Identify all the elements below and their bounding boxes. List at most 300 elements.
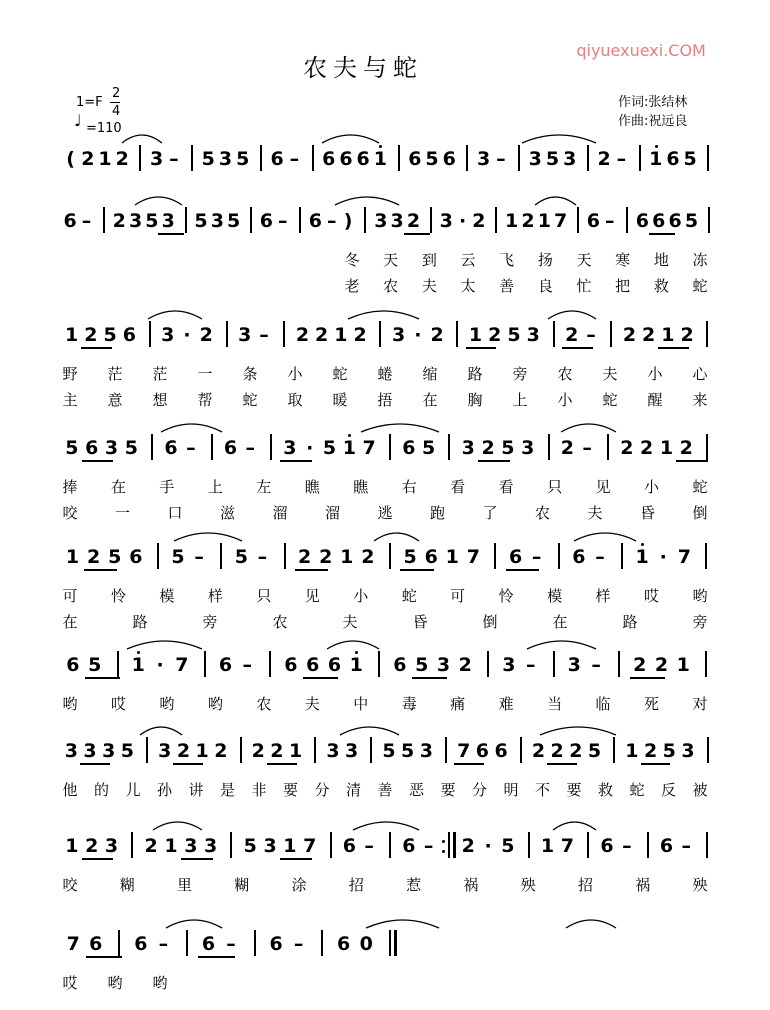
lyric-char: 模: [547, 587, 563, 605]
lyric-char: 昏: [412, 613, 428, 631]
lyric-char: 寒: [615, 251, 631, 269]
note: 3: [263, 835, 277, 857]
note: 6: [327, 654, 342, 676]
note: –: [616, 148, 627, 170]
note: 2: [112, 210, 126, 232]
note: 3: [374, 210, 388, 232]
slur: [566, 920, 616, 928]
note: –: [242, 654, 253, 676]
lyric-char: 哟: [107, 974, 123, 992]
lyric-char: 非: [251, 781, 267, 799]
note: 5: [415, 654, 429, 676]
note: 6: [201, 933, 216, 955]
note: 5: [171, 546, 185, 568]
slur: [522, 135, 596, 143]
note: ·: [156, 654, 164, 676]
lyric-char: 小: [353, 587, 369, 605]
note: 2: [565, 324, 579, 346]
lyric-char: 云: [460, 251, 476, 269]
lyric-char: 瞧: [304, 478, 320, 496]
lyric-char: 清: [345, 781, 361, 799]
lyric-char: 旁: [692, 613, 708, 631]
note: 6: [668, 210, 682, 232]
note: 5: [124, 437, 138, 459]
note: –: [257, 546, 268, 568]
note: 6: [218, 654, 233, 676]
note: 0: [359, 933, 373, 955]
note: 5: [401, 740, 415, 762]
note: 6: [63, 210, 77, 232]
note: 6: [442, 148, 456, 170]
lyric-char: 毒: [401, 695, 417, 713]
note: –: [327, 210, 337, 232]
note: 6: [122, 324, 136, 346]
note: 2: [633, 654, 647, 676]
note: 6: [322, 148, 336, 170]
note: 6: [284, 654, 298, 676]
note: 3: [104, 437, 119, 459]
note: 3: [461, 437, 475, 459]
lyric-char: 昏: [639, 504, 655, 522]
note: 2: [144, 835, 158, 857]
lyric-char: 对: [692, 695, 708, 713]
slur: [148, 311, 202, 319]
lyric-char: 帮: [197, 391, 213, 409]
slur: [174, 533, 242, 541]
lyric-char: 倒: [482, 613, 498, 631]
lyric-char: 天: [576, 251, 592, 269]
note: 3: [563, 148, 577, 170]
note: 3: [477, 148, 491, 170]
lyric-char: 哟: [159, 695, 175, 713]
slur: [353, 822, 419, 830]
note: 5: [145, 210, 159, 232]
note: –: [423, 835, 434, 857]
lyric-char: 模: [159, 587, 175, 605]
key-signature: 1=F: [76, 95, 103, 110]
note: 2: [488, 324, 502, 346]
note: 3: [439, 210, 453, 232]
lyric-char: 在: [422, 391, 438, 409]
lyric-char: 地: [653, 251, 669, 269]
lyric-char: 要: [282, 781, 298, 799]
song-title: 农夫与蛇: [303, 54, 423, 82]
note: 5: [545, 148, 560, 170]
slur: [340, 727, 399, 735]
lyric-char: 见: [304, 587, 320, 605]
time-signature-top: 2: [112, 86, 121, 101]
note: 2: [458, 654, 472, 676]
note: 7: [677, 546, 691, 568]
lyric-char: 蛇: [692, 277, 708, 295]
lyric-char: 哎: [644, 587, 660, 605]
note: 2: [84, 324, 98, 346]
slur: [574, 533, 636, 541]
lyric-char: 路: [467, 365, 483, 383]
lyric-char: 夫: [421, 277, 437, 295]
note: 3: [161, 324, 175, 346]
lyric-char: 哟: [692, 587, 708, 605]
note: 5: [403, 546, 417, 568]
lyric-char: 溜: [324, 504, 340, 522]
lyric-char: 反: [660, 781, 676, 799]
note: 5: [194, 210, 208, 232]
note: 6: [408, 148, 422, 170]
note: 5: [501, 835, 515, 857]
lyric-char: 天: [383, 251, 399, 269]
note: 1: [349, 654, 363, 676]
note: 6: [223, 437, 238, 459]
note: 2: [319, 546, 333, 568]
note: 5: [382, 740, 396, 762]
note: 1: [131, 654, 145, 676]
lyric-char: 心: [692, 365, 708, 383]
note: 6: [424, 546, 438, 568]
lyric-char: 胸: [467, 391, 483, 409]
lyric-char: 小: [647, 365, 663, 383]
note: 7: [303, 835, 317, 857]
lyric-char: 蛇: [602, 391, 618, 409]
slur: [135, 197, 182, 205]
note: 2: [569, 740, 583, 762]
lyric-char: 殃: [520, 876, 536, 894]
note: 2: [620, 437, 634, 459]
lyric-char: 到: [421, 251, 437, 269]
lyric-char: 野: [62, 365, 78, 383]
note: 5: [227, 210, 241, 232]
note: 2: [680, 324, 694, 346]
lyric-char: 惹: [406, 876, 422, 894]
lyric-char: 蛇: [401, 587, 417, 605]
note: 3: [526, 324, 540, 346]
lyric-char: 旁: [512, 365, 528, 383]
note: 6: [494, 740, 508, 762]
lyric-char: 手: [159, 478, 175, 496]
note: –: [595, 546, 605, 568]
lyric-char: 哟: [207, 695, 223, 713]
note: –: [622, 835, 632, 857]
lyric-char: 可: [62, 587, 78, 605]
lyric-char: 蛇: [692, 478, 708, 496]
note: ·: [183, 324, 191, 346]
lyric-char: 农: [534, 504, 550, 522]
note: 1: [649, 148, 663, 170]
note: 6: [129, 546, 143, 568]
note: 3: [210, 210, 224, 232]
lyric-char: 只: [547, 478, 563, 496]
note: –: [194, 546, 204, 568]
lyric-char: 见: [595, 478, 611, 496]
slur: [140, 727, 182, 735]
note: 1: [540, 835, 555, 857]
note: 2: [297, 546, 312, 568]
note: 6: [586, 210, 600, 232]
note: 1: [659, 437, 674, 459]
note: 2: [640, 437, 654, 459]
note: –: [259, 324, 269, 346]
note: 2: [642, 324, 656, 346]
lyric-char: 暖: [332, 391, 348, 409]
lyric-char: 忙: [576, 277, 592, 295]
lyric-char: 死: [644, 695, 660, 713]
note: 6: [652, 210, 666, 232]
lyric-char: 茫: [152, 365, 168, 383]
lyric-char: 缩: [422, 365, 438, 383]
note: 3: [419, 740, 433, 762]
note: 2: [679, 437, 693, 459]
lyric-char: 殃: [692, 876, 708, 894]
lyric-char: 逃: [377, 504, 393, 522]
slur: [535, 197, 576, 205]
note: 3: [502, 654, 516, 676]
lyric-char: 要: [566, 781, 582, 799]
note: 6: [356, 148, 370, 170]
note: 2: [270, 740, 284, 762]
note: 1: [661, 324, 675, 346]
note: 6: [259, 210, 273, 232]
note: 7: [560, 835, 574, 857]
lyric-char: 意: [107, 391, 123, 409]
note: 6: [402, 437, 416, 459]
note: 3: [567, 654, 581, 676]
note: 3: [158, 740, 172, 762]
note: 1: [195, 740, 209, 762]
note: ·: [306, 437, 314, 459]
note: –: [531, 546, 542, 568]
lyric-char: 一: [114, 504, 130, 522]
note: 3: [436, 654, 451, 676]
note: 5: [65, 437, 79, 459]
slur: [122, 135, 162, 143]
note: 3: [104, 835, 119, 857]
lyric-char: 临: [595, 695, 611, 713]
note: 3: [64, 740, 78, 762]
note: 2: [214, 740, 228, 762]
note: 7: [457, 740, 471, 762]
note: 1: [65, 546, 80, 568]
note: 2: [406, 210, 421, 232]
note: 6: [134, 933, 148, 955]
lyric-char: 糊: [234, 876, 250, 894]
lyric-char: 在: [552, 613, 568, 631]
note: 1: [98, 148, 112, 170]
lyric-char: 蛇: [242, 391, 258, 409]
note: 7: [554, 210, 568, 232]
note: –: [293, 933, 304, 955]
lyric-char: 哎: [62, 974, 78, 992]
quarter-note-icon: ♩: [74, 111, 82, 130]
lyric-char: 分: [471, 781, 487, 799]
note: –: [277, 210, 288, 232]
lyric-char: 哟: [152, 974, 168, 992]
lyric-char: 看: [498, 478, 514, 496]
slur: [527, 641, 596, 649]
note: 1: [468, 324, 483, 346]
note: 1: [340, 546, 354, 568]
slur: [166, 920, 222, 928]
note: ·: [458, 210, 467, 232]
slur: [561, 424, 616, 432]
lyric-char: 来: [692, 391, 708, 409]
note: 5: [501, 437, 515, 459]
note: 3: [283, 437, 297, 459]
note: 1: [334, 324, 348, 346]
note: –: [169, 148, 179, 170]
lyric-char: 农: [256, 695, 272, 713]
time-signature-bottom: 4: [112, 104, 121, 119]
note: 5: [201, 148, 215, 170]
lyric-char: 儿: [125, 781, 141, 799]
lyric-char: 看: [450, 478, 466, 496]
lyric-char: 农: [557, 365, 573, 383]
lyric-char: 祸: [635, 876, 651, 894]
lyric-char: 样: [595, 587, 611, 605]
note: 6: [600, 835, 614, 857]
lyric-char: 捧: [62, 478, 78, 496]
lyric-char: 可: [450, 587, 466, 605]
note: 1: [65, 835, 79, 857]
note: 5: [243, 835, 257, 857]
note: 5: [684, 210, 699, 232]
note: 7: [362, 437, 376, 459]
lyric-char: 倒: [692, 504, 708, 522]
slur: [540, 727, 616, 735]
lyric-char: 在: [62, 613, 78, 631]
lyric-char: 善: [499, 277, 515, 295]
lyric-char: 痛: [450, 695, 466, 713]
note: –: [81, 210, 92, 232]
lyricist-credit: 作词:张结林: [618, 95, 688, 110]
lyric-char: 明: [503, 781, 519, 799]
composer-credit: 作曲:祝远良: [618, 114, 688, 129]
note: 5: [120, 740, 134, 762]
lyric-char: 左: [256, 478, 272, 496]
note: 2: [560, 437, 574, 459]
note: 2: [115, 148, 129, 170]
note: 2: [176, 740, 191, 762]
slur: [322, 135, 379, 143]
note: 2: [81, 148, 95, 170]
note: 1: [537, 210, 551, 232]
lyric-char: 跑: [429, 504, 445, 522]
watermark-text: qiyuexuexi.COM: [576, 41, 706, 60]
note: 6: [402, 835, 416, 857]
note: 5: [683, 148, 697, 170]
lyric-char: 分: [314, 781, 330, 799]
note: –: [226, 933, 236, 955]
note: 1: [164, 835, 178, 857]
note: –: [186, 437, 196, 459]
lyric-char: 里: [177, 876, 193, 894]
lyric-char: 的: [93, 781, 109, 799]
lyric-char: 想: [152, 391, 168, 409]
note: 2: [622, 324, 637, 346]
slur: [153, 822, 202, 830]
lyric-char: 溜: [272, 504, 288, 522]
note: 2: [472, 210, 486, 232]
lyric-char: 滋: [219, 504, 235, 522]
lyric-char: 口: [167, 504, 183, 522]
lyric-char: 招: [577, 876, 593, 894]
note: 3: [345, 740, 359, 762]
note: 3: [528, 148, 542, 170]
note: 3: [326, 740, 340, 762]
note: 6: [342, 835, 356, 857]
lyric-char: 怜: [498, 587, 514, 605]
lyric-char: 路: [132, 613, 148, 631]
note: 3: [150, 148, 164, 170]
lyric-char: 路: [622, 613, 638, 631]
lyric-char: 是: [219, 781, 235, 799]
note: 5: [88, 654, 102, 676]
tempo-marking: =110: [86, 121, 122, 136]
lyric-char: 老: [344, 277, 360, 295]
note: 3: [218, 148, 233, 170]
lyric-char: 招: [348, 876, 364, 894]
note: 6: [508, 546, 523, 568]
note: –: [364, 835, 374, 857]
note: 3: [391, 324, 406, 346]
note: 2: [643, 740, 658, 762]
slur: [335, 197, 399, 205]
note: 6: [270, 148, 284, 170]
note: 5: [103, 324, 117, 346]
note: –: [496, 148, 506, 170]
note: 3: [184, 835, 198, 857]
lyric-char: 哎: [110, 695, 126, 713]
note: 3: [102, 740, 116, 762]
lyric-char: 涂: [291, 876, 307, 894]
note: –: [158, 933, 169, 955]
note: 1: [676, 654, 690, 676]
lyric-char: 取: [287, 391, 303, 409]
slur: [327, 641, 379, 649]
note: 6: [306, 654, 320, 676]
note: 2: [199, 324, 213, 346]
note: 6: [666, 148, 680, 170]
note: –: [245, 437, 256, 459]
lyric-char: 扬: [537, 251, 553, 269]
lyric-char: 恶: [408, 781, 424, 799]
note: 5: [236, 148, 250, 170]
lyric-char: 小: [644, 478, 660, 496]
note: 2: [430, 324, 444, 346]
note: 3: [83, 740, 97, 762]
note: 7: [466, 546, 480, 568]
note: 5: [422, 437, 436, 459]
note: 3: [681, 740, 695, 762]
note: 2: [550, 740, 564, 762]
note: 2: [85, 835, 99, 857]
lyric-char: 飞: [499, 251, 515, 269]
lyric-char: 在: [110, 478, 126, 496]
slur: [548, 311, 596, 319]
slur: [127, 641, 202, 649]
note: 2: [597, 148, 611, 170]
lyric-char: 上: [207, 478, 223, 496]
note: 5: [587, 740, 602, 762]
lyric-char: 蜷: [377, 365, 393, 383]
lyric-char: 咬: [62, 876, 78, 894]
note: 6: [337, 933, 351, 955]
note: 2: [461, 835, 475, 857]
lyric-char: 夫: [602, 365, 618, 383]
lyric-char: 冬: [344, 251, 360, 269]
slur: [553, 822, 596, 830]
note: 6: [85, 437, 99, 459]
note: 2: [87, 546, 101, 568]
note: 3: [161, 210, 175, 232]
